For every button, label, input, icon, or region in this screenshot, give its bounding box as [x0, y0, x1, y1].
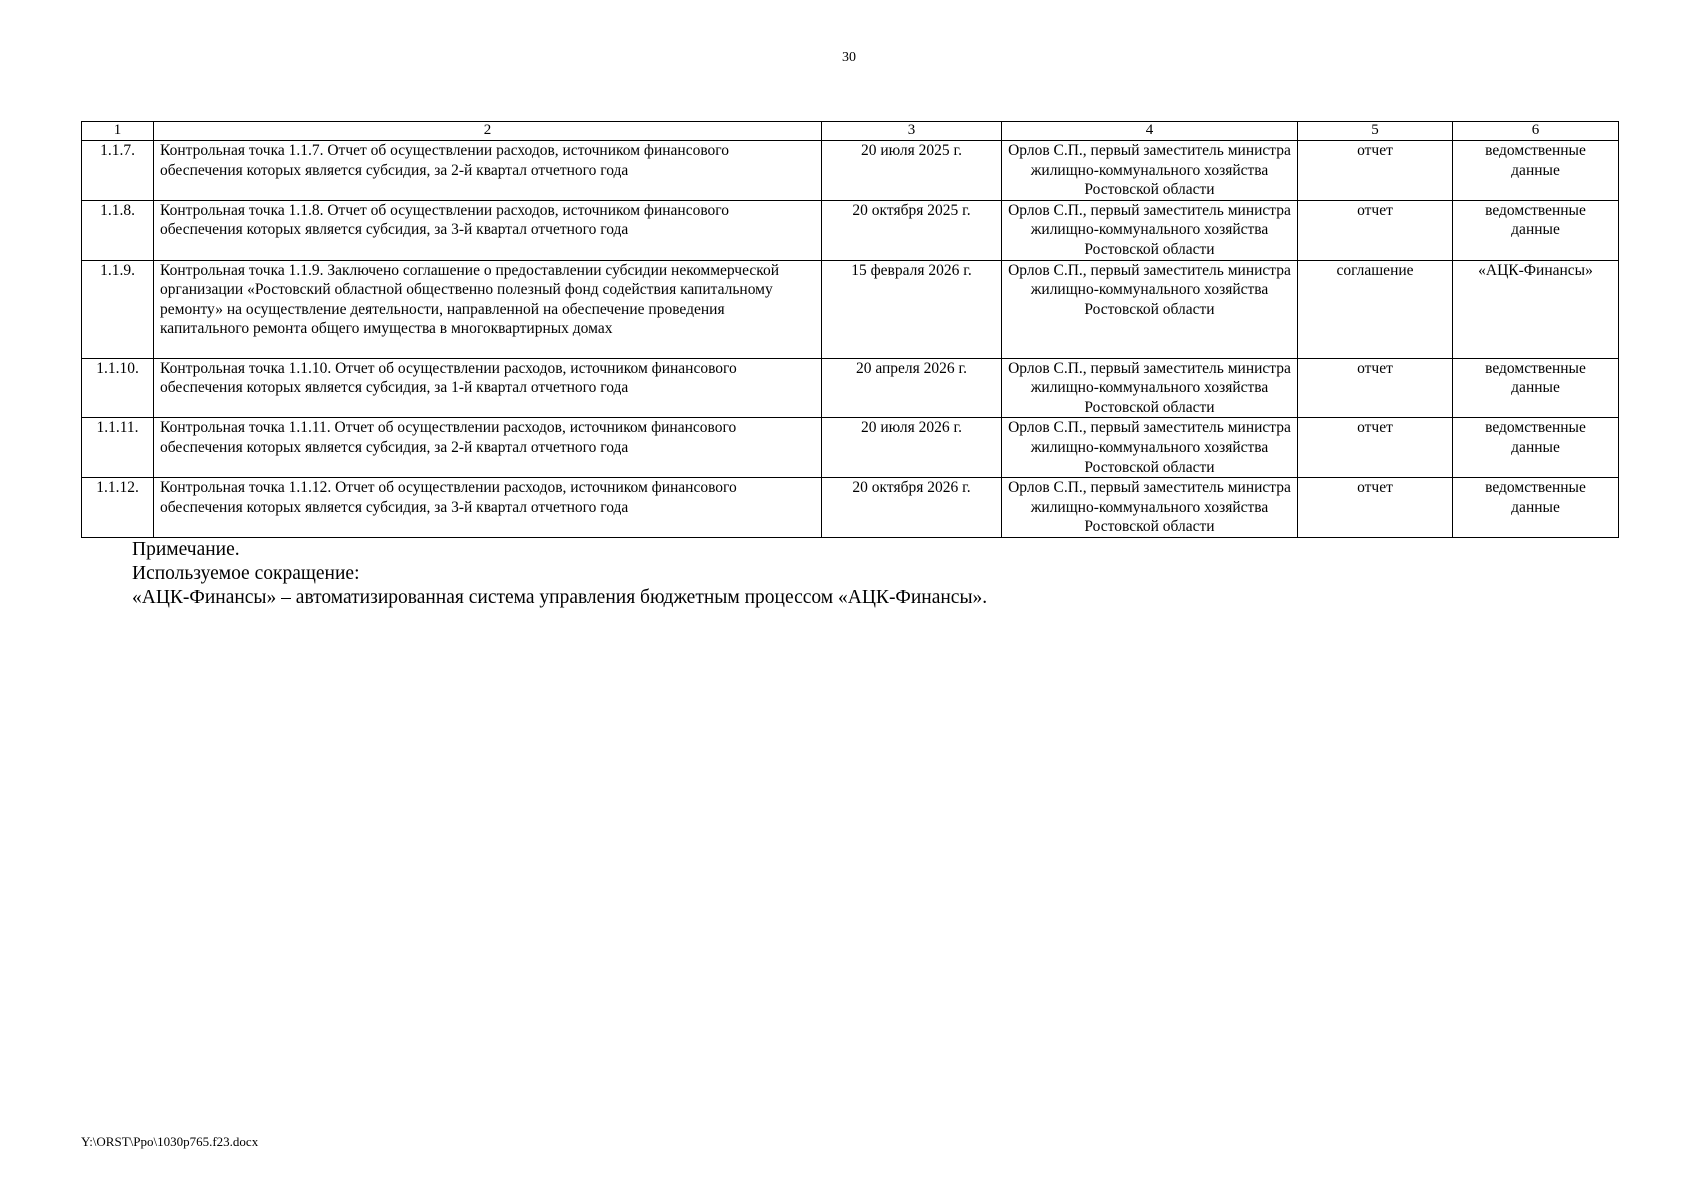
document-type: отчет [1298, 478, 1453, 538]
control-point-description: Контрольная точка 1.1.7. Отчет об осуществлении расходов, источником финансового обеспечения которых является субсидия, за 2-й квартал отчетного года [154, 141, 822, 201]
control-points-table [81, 121, 1619, 538]
column-header: 3 [822, 122, 1002, 141]
row-number: 1.1.8. [82, 200, 154, 260]
row-number: 1.1.11. [82, 418, 154, 478]
responsible-person: Орлов С.П., первый заместитель министра жилищно-коммунального хозяйства Ростовской области [1002, 418, 1298, 478]
notes-subtitle: Используемое сокращение: [132, 563, 360, 584]
footer-file-path: Y:\ORST\Ppo\1030p765.f23.docx [81, 1134, 259, 1149]
table-row [82, 358, 1619, 418]
table-row [82, 478, 1619, 538]
responsible-person: Орлов С.П., первый заместитель министра жилищно-коммунального хозяйства Ростовской области [1002, 358, 1298, 418]
document-type: отчет [1298, 141, 1453, 201]
control-point-description: Контрольная точка 1.1.9. Заключено соглашение о предоставлении субсидии некоммерческой организации «Ростовский областной общественно полезный фонд содействия капитальному ремонту» на осуществление деятельности, направленной на обеспечение проведения капитального ремонта общего имущества в многоквартирных домах [154, 260, 822, 358]
document-type: отчет [1298, 358, 1453, 418]
control-point-description: Контрольная точка 1.1.10. Отчет об осуществлении расходов, источником финансового обеспечения которых является субсидия, за 1-й квартал отчетного года [154, 358, 822, 418]
notes-section [132, 538, 987, 610]
control-point-description: Контрольная точка 1.1.12. Отчет об осуществлении расходов, источником финансового обеспечения которых является субсидия, за 3-й квартал отчетного года [154, 478, 822, 538]
information-system: ведомственные данные [1453, 141, 1619, 201]
table-row [82, 141, 1619, 201]
due-date: 20 октября 2025 г. [822, 200, 1002, 260]
due-date: 20 октября 2026 г. [822, 478, 1002, 538]
due-date: 20 апреля 2026 г. [822, 358, 1002, 418]
responsible-person: Орлов С.П., первый заместитель министра жилищно-коммунального хозяйства Ростовской области [1002, 260, 1298, 358]
responsible-person: Орлов С.П., первый заместитель министра жилищно-коммунального хозяйства Ростовской области [1002, 141, 1298, 201]
information-system: ведомственные данные [1453, 478, 1619, 538]
table-row [82, 200, 1619, 260]
table-row [82, 260, 1619, 358]
document-type: отчет [1298, 200, 1453, 260]
row-number: 1.1.10. [82, 358, 154, 418]
due-date: 20 июля 2026 г. [822, 418, 1002, 478]
row-number: 1.1.9. [82, 260, 154, 358]
control-point-description: Контрольная точка 1.1.11. Отчет об осуществлении расходов, источником финансового обеспечения которых является субсидия, за 2-й квартал отчетного года [154, 418, 822, 478]
responsible-person: Орлов С.П., первый заместитель министра жилищно-коммунального хозяйства Ростовской области [1002, 478, 1298, 538]
column-header: 2 [154, 122, 822, 141]
page-number: 30 [842, 50, 856, 65]
control-point-description: Контрольная точка 1.1.8. Отчет об осуществлении расходов, источником финансового обеспечения которых является субсидия, за 3-й квартал отчетного года [154, 200, 822, 260]
abbreviation-note: «АЦК-Финансы» – автоматизированная система управления бюджетным процессом «АЦК-Финансы». [132, 587, 988, 608]
table-row [82, 418, 1619, 478]
row-number: 1.1.7. [82, 141, 154, 201]
responsible-person: Орлов С.П., первый заместитель министра жилищно-коммунального хозяйства Ростовской области [1002, 200, 1298, 260]
column-header: 6 [1453, 122, 1619, 141]
information-system: ведомственные данные [1453, 358, 1619, 418]
notes-title: Примечание. [132, 539, 240, 560]
information-system: ведомственные данные [1453, 418, 1619, 478]
due-date: 20 июля 2025 г. [822, 141, 1002, 201]
column-header: 5 [1298, 122, 1453, 141]
column-header: 4 [1002, 122, 1298, 141]
information-system: ведомственные данные [1453, 200, 1619, 260]
due-date: 15 февраля 2026 г. [822, 260, 1002, 358]
row-number: 1.1.12. [82, 478, 154, 538]
document-type: соглашение [1298, 260, 1453, 358]
information-system: «АЦК-Финансы» [1453, 260, 1619, 358]
table-header-row [82, 122, 1619, 141]
column-header: 1 [82, 122, 154, 141]
document-type: отчет [1298, 418, 1453, 478]
